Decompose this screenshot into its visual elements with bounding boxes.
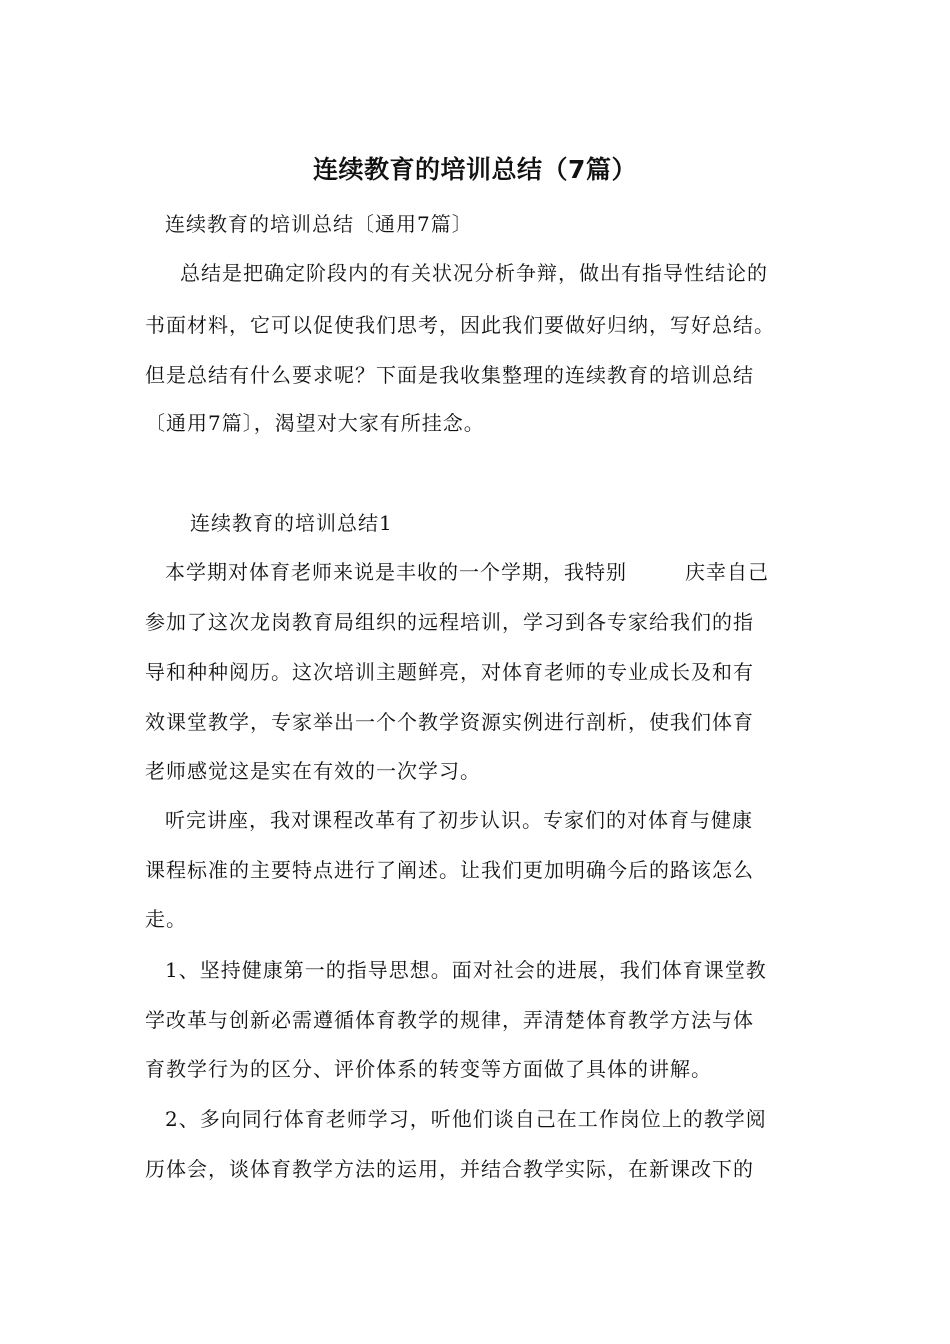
paragraph-line: 育教学行为的区分、评价体系的转变等方面做了具体的讲解。: [145, 1057, 712, 1081]
paragraph-line: 参加了这次龙岗教育局组织的远程培训，学习到各专家给我们的指: [145, 610, 754, 634]
intro-line: 书面材料，它可以促使我们思考，因此我们要做好归纳，写好总结。: [145, 313, 775, 337]
section-heading: 连续教育的培训总结1: [190, 511, 393, 535]
paragraph-line: 导和种种阅历。这次培训主题鲜亮，对体育老师的专业成长及和有: [145, 660, 754, 684]
intro-line: 总结是把确定阶段内的有关状况分析争辩，做出有指导性结论的: [180, 261, 768, 285]
intro-line: 〔通用7篇〕，渴望对大家有所挂念。: [145, 411, 485, 435]
document-subtitle: 连续教育的培训总结〔通用7篇〕: [165, 212, 473, 236]
paragraph-line-part: 本学期对体育老师来说是丰收的一个学期，我特别: [165, 560, 627, 584]
paragraph-line: 老师感觉这是实在有效的一次学习。: [145, 759, 481, 783]
paragraph-line: [165, 557, 845, 587]
paragraph-line: 1、坚持健康第一的指导思想。面对社会的进展，我们体育课堂教: [165, 958, 767, 982]
paragraph-line: 历体会，谈体育教学方法的运用，并结合教学实际，在新课改下的: [145, 1157, 754, 1181]
paragraph-line: 效课堂教学，专家举出一个个教学资源实例进行剖析，使我们体育: [145, 710, 754, 734]
paragraph-line: 2、多向同行体育老师学习，听他们谈自己在工作岗位上的教学阅: [165, 1107, 767, 1131]
paragraph-line: 听完讲座，我对课程改革有了初步认识。专家们的对体育与健康: [165, 808, 753, 832]
intro-line: 但是总结有什么要求呢？下面是我收集整理的连续教育的培训总结: [145, 363, 754, 387]
paragraph-line: 课程标准的主要特点进行了阐述。让我们更加明确今后的路该怎么: [145, 858, 754, 882]
paragraph-line: 走。: [145, 907, 187, 931]
document-title: 连续教育的培训总结（7篇）: [313, 155, 637, 184]
paragraph-line: 学改革与创新必需遵循体育教学的规律，弄清楚体育教学方法与体: [145, 1008, 754, 1032]
paragraph-line-part: 庆幸自己: [685, 560, 769, 584]
